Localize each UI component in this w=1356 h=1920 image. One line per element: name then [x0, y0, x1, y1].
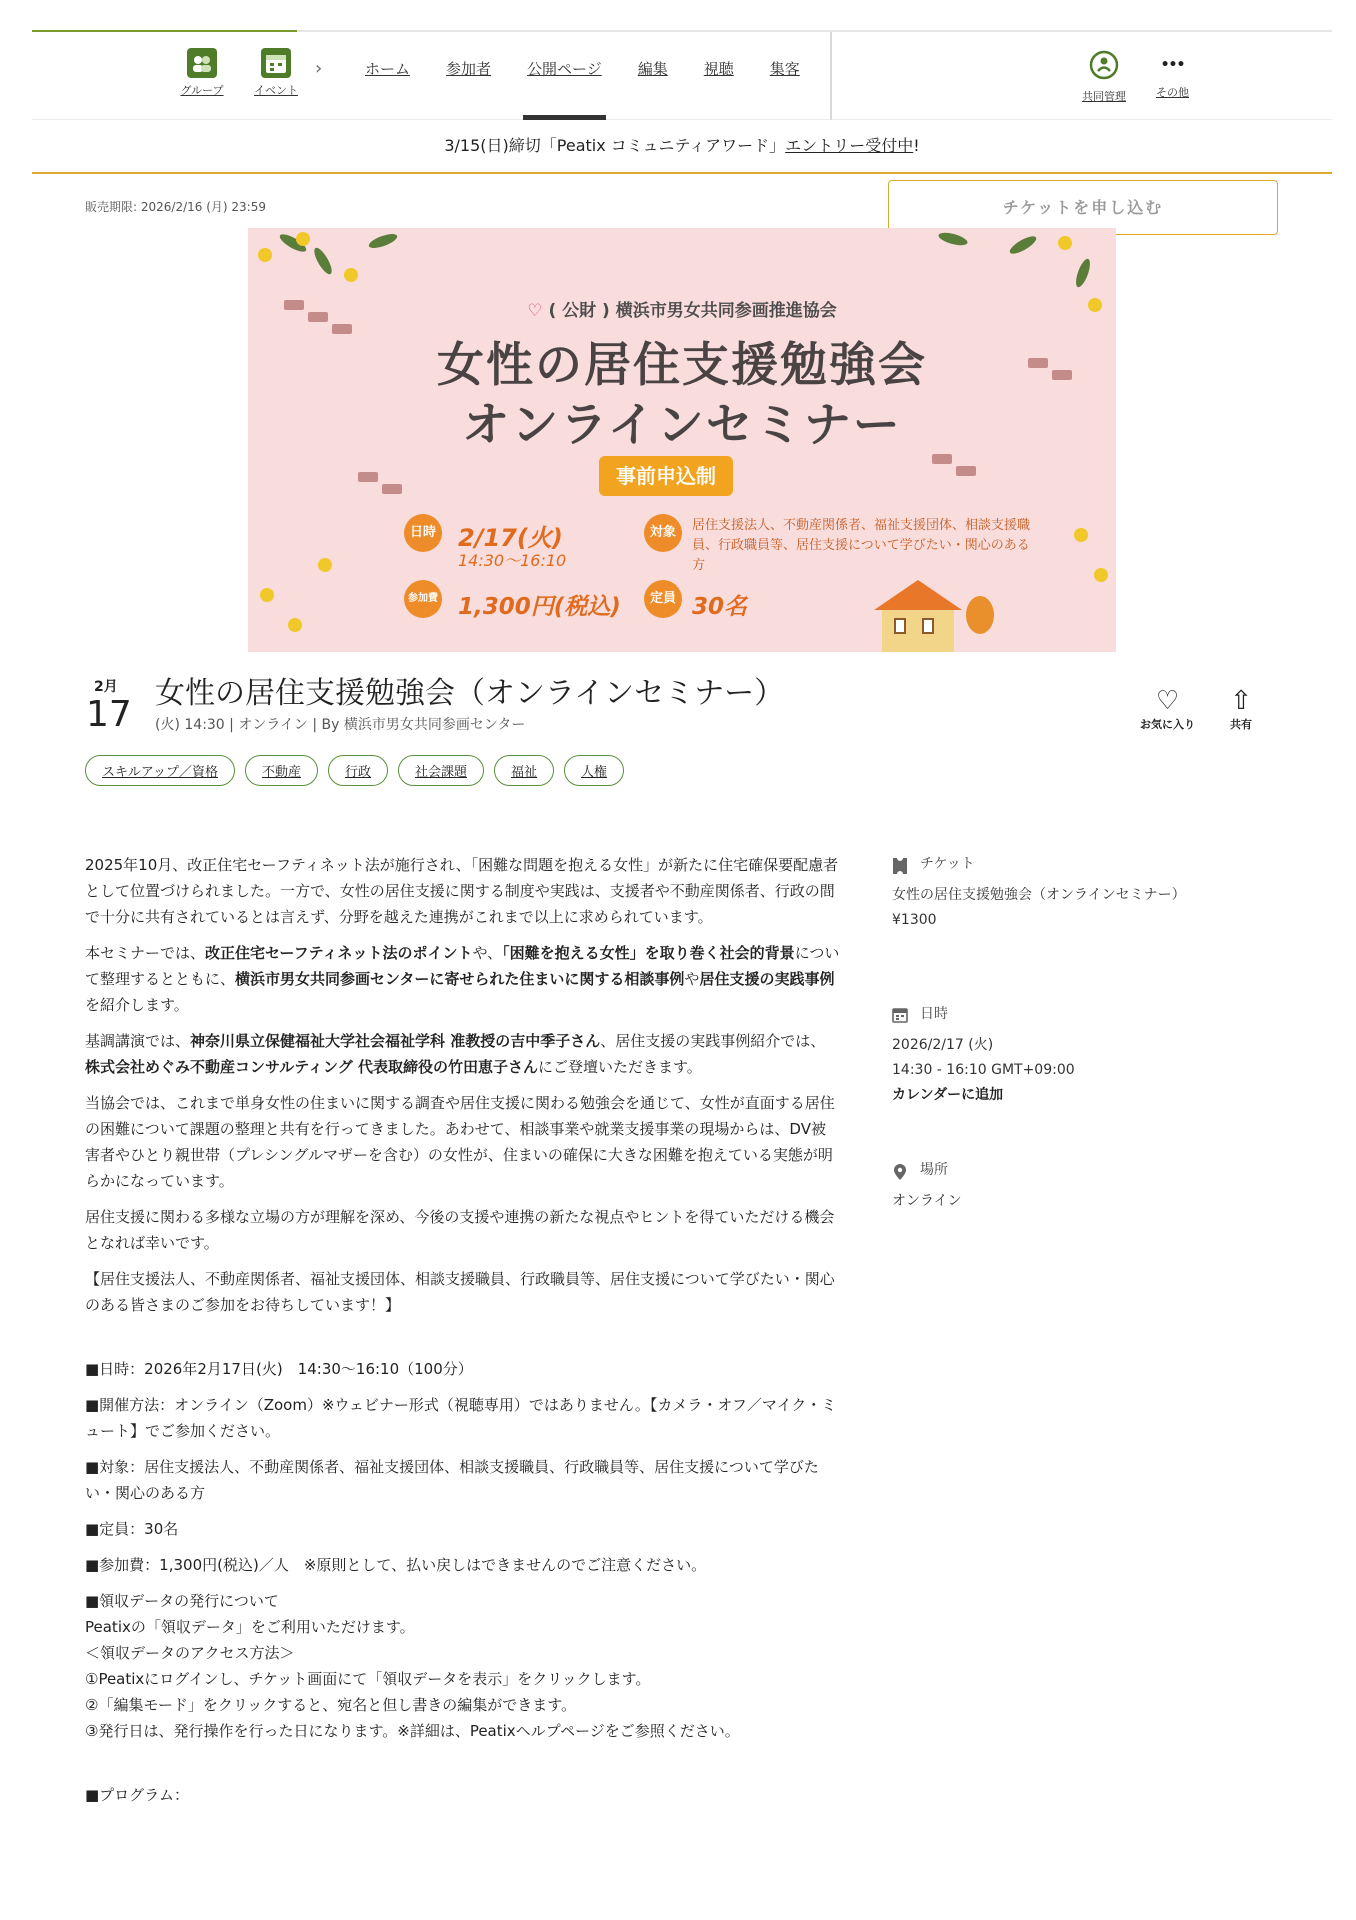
- event-nav-button[interactable]: [246, 48, 306, 98]
- more-label: その他: [1156, 86, 1189, 99]
- more-button[interactable]: [1156, 50, 1189, 100]
- tree-illustration: [966, 596, 994, 634]
- co-manage-button[interactable]: [1082, 50, 1126, 104]
- calendar-icon: [261, 48, 291, 78]
- brick-decoration: [358, 472, 378, 482]
- chevron-right-icon: ›: [315, 58, 323, 79]
- event-nav-label: イベント: [254, 84, 298, 97]
- sidebar-ticket-head: [892, 852, 1232, 877]
- mimosa-decoration: [344, 268, 358, 282]
- program-heading: ■プログラム：: [85, 1786, 190, 1804]
- event-title: 女性の居住支援勉強会（オンラインセミナー）: [155, 676, 785, 711]
- ticket-head-label: チケット: [920, 856, 975, 872]
- info-capacity: ■定員：30名: [85, 1520, 179, 1538]
- tag-skillup[interactable]: スキルアップ／資格: [85, 755, 235, 786]
- sidebar-datetime: [892, 1002, 1232, 1108]
- sidebar-place: [892, 1158, 1232, 1214]
- location-pin-icon: [892, 1163, 908, 1179]
- receipt-title: ■領収データの発行について: [85, 1592, 279, 1610]
- heart-icon: ♡: [527, 301, 543, 321]
- banner-capacity: 30名: [692, 594, 748, 620]
- desc-paragraph: 基調講演では、神奈川県立保健福祉大学社会福祉学科 准教授の吉中季子さん、居住支援の実践事例紹介では、株式会社めぐみ不動産コンサルティング 代表取締役の竹田恵子さんにご登壇いただきます。: [85, 1032, 826, 1076]
- announcement-text: 3/15(日)締切「Peatix コミュニティアワード」: [444, 136, 786, 155]
- banner-time: 14:30〜16:10: [458, 551, 567, 570]
- leaf-decoration: [1008, 233, 1039, 257]
- nav-divider: [830, 32, 832, 120]
- announcement-link[interactable]: エントリー受付中: [785, 136, 914, 155]
- ticket-price: ¥1300: [892, 912, 937, 928]
- desc-paragraph: 当協会では、これまで単身女性の住まいに関する調査や居住支援に関わる勉強会を通じて、女性が直面する居住の困難について課題の整理と共有を行ってきました。あわせて、相談事業や就業支援事業の現場からは、DV被害者やひとり親世帯（プレシングルマザーを含む）の女性が、住まいの確保に大きな困難を抱えている実態が明らかになっています。: [85, 1094, 835, 1190]
- time-line: 14:30 - 16:10 GMT+09:00: [892, 1062, 1075, 1078]
- sidebar-ticket: [892, 852, 1232, 933]
- place-value: オンライン: [892, 1193, 962, 1209]
- desc-paragraph: 2025年10月、改正住宅セーフティネット法が施行され、「困難な問題を抱える女性」が新たに住宅確保要配慮者として位置づけられました。一方で、女性の居住支援に関する制度や実践は、支援者や不動産関係者、行政の間で十分に共有されているとは言えず、分野を越えた連携がこれまで以上に求められています。: [85, 856, 839, 926]
- announcement-bar: [32, 120, 1332, 174]
- tag-welfare[interactable]: 福祉: [494, 755, 554, 786]
- brick-decoration: [382, 484, 402, 494]
- info-method: ■開催方法：オンライン（Zoom）※ウェビナー形式（視聴専用）ではありません。【カメラ・オフ／マイク・ミュート】でご参加ください。: [85, 1396, 837, 1440]
- share-button[interactable]: [1230, 686, 1252, 732]
- apply-ticket-button[interactable]: チケットを申し込む: [888, 180, 1278, 235]
- spacer: [85, 1328, 840, 1356]
- tag-human-rights[interactable]: 人権: [564, 755, 624, 786]
- desc-paragraph: 【居住支援法人、不動産関係者、福祉支援団体、相談支援職員、行政職員等、居住支援について学びたい・関心のある皆さまのご参加をお待ちしています！】: [85, 1270, 835, 1314]
- banner-org-text: ( 公財 ) 横浜市男女共同参画推進協会: [548, 301, 837, 321]
- receipt-line: Peatixの「領収データ」をご利用いただけます。: [85, 1618, 415, 1636]
- mimosa-decoration: [296, 232, 310, 246]
- date-head-label: 日時: [920, 1006, 948, 1022]
- receipt-line: ＜領収データのアクセス方法＞: [85, 1644, 295, 1662]
- leaf-decoration: [367, 231, 399, 251]
- tab-edit[interactable]: 編集: [637, 60, 668, 78]
- share-icon: ⇧: [1230, 686, 1252, 716]
- banner-title-line1: 女性の居住支援勉強会: [437, 338, 927, 393]
- spacer: [85, 1744, 840, 1782]
- ticket-icon: [892, 857, 908, 873]
- desc-paragraph: 居住支援に関わる多様な立場の方が理解を深め、今後の支援や連携の新たな視点やヒントを得ていただける機会となれば幸いです。: [85, 1208, 835, 1252]
- event-banner-image: [248, 228, 1116, 652]
- house-illustration: [874, 580, 962, 610]
- tag-list: [85, 755, 624, 786]
- banner-capacity-badge: 定員: [644, 580, 682, 618]
- mimosa-decoration: [318, 558, 332, 572]
- leaf-decoration: [937, 230, 969, 247]
- leaf-decoration: [311, 246, 335, 277]
- banner-target: 居住支援法人、不動産関係者、福祉支援団体、相談支援職員、行政職員等、居住支援について学びたい・関心のある方: [692, 518, 1031, 573]
- ticket-name: 女性の居住支援勉強会（オンラインセミナー）: [892, 887, 1186, 903]
- date-line: 2026/2/17 (火): [892, 1037, 994, 1053]
- banner-fee-badge: 参加費: [404, 580, 442, 618]
- banner-organization: [248, 296, 1116, 321]
- mimosa-decoration: [1074, 528, 1088, 542]
- tab-promotion[interactable]: 集客: [769, 60, 800, 78]
- leaf-decoration: [1073, 257, 1093, 289]
- share-label: 共有: [1230, 718, 1252, 731]
- tag-administration[interactable]: 行政: [328, 755, 388, 786]
- banner-target-badge: 対象: [644, 514, 682, 552]
- co-manage-icon: [1089, 50, 1119, 80]
- sale-deadline: 販売期限: 2026/2/16 (月) 23:59: [85, 200, 266, 214]
- banner-date-badge: 日時: [404, 514, 442, 552]
- place-head-label: 場所: [920, 1162, 948, 1178]
- calendar-icon: [892, 1007, 908, 1023]
- desc-paragraph: 本セミナーでは、改正住宅セーフティネット法のポイントや、「困難を抱える女性」を取り巻く社会的背景について整理するとともに、横浜市男女共同参画センターに寄せられた住まいに関する相談事例や居住支援の実践事例を紹介します。: [85, 944, 840, 1014]
- event-month: 2月: [94, 679, 118, 695]
- brick-decoration: [932, 454, 952, 464]
- tab-viewing[interactable]: 視聴: [703, 60, 734, 78]
- receipt-line: ①Peatixにログインし、チケット画面にて「領収データを表示」をクリックします。: [85, 1670, 651, 1688]
- favorite-label: お気に入り: [1140, 718, 1195, 731]
- tag-social-issues[interactable]: 社会課題: [398, 755, 484, 786]
- tab-public-page[interactable]: 公開ページ: [509, 32, 620, 120]
- add-to-calendar-link[interactable]: カレンダーに追加: [892, 1087, 1004, 1103]
- heart-icon: ♡: [1155, 686, 1180, 716]
- group-nav-button[interactable]: [172, 48, 232, 98]
- info-date: ■日時：2026年2月17日(火) 14:30〜16:10（100分）: [85, 1360, 473, 1378]
- brick-decoration: [956, 466, 976, 476]
- banner-title-line2: オンラインセミナー: [462, 398, 902, 453]
- mimosa-decoration: [258, 248, 272, 262]
- receipt-line: ③発行日は、発行操作を行った日になります。※詳細は、Peatixヘルプページをご参照ください。: [85, 1722, 740, 1740]
- event-description: [85, 852, 840, 1818]
- receipt-line: ②「編集モード」をクリックすると、宛名と但し書きの編集ができます。: [85, 1696, 577, 1714]
- event-meta: (火) 14:30 | オンライン | By 横浜市男女共同参画センター: [155, 717, 526, 733]
- co-manage-label: 共同管理: [1082, 90, 1126, 103]
- mimosa-decoration: [1058, 236, 1072, 250]
- mimosa-decoration: [288, 618, 302, 632]
- event-day: 17: [86, 694, 132, 735]
- tab-home[interactable]: ホーム: [365, 60, 411, 78]
- banner-fee: 1,300円(税込): [458, 594, 621, 620]
- top-nav: [32, 32, 1332, 120]
- group-nav-label: グループ: [180, 84, 224, 97]
- favorite-button[interactable]: [1140, 686, 1195, 732]
- mimosa-decoration: [1094, 568, 1108, 582]
- info-fee: ■参加費：1,300円(税込)／人 ※原則として、払い戻しはできませんのでご注意ください。: [85, 1556, 707, 1574]
- house-window: [922, 618, 934, 634]
- tab-attendees[interactable]: 参加者: [446, 60, 492, 78]
- mimosa-decoration: [260, 588, 274, 602]
- house-window: [894, 618, 906, 634]
- info-target: ■対象：居住支援法人、不動産関係者、福祉支援団体、相談支援職員、行政職員等、居住支援について学びたい・関心のある方: [85, 1458, 819, 1502]
- banner-preregistration-badge: 事前申込制: [599, 456, 733, 496]
- announcement-suffix: !: [913, 136, 920, 155]
- group-icon: [187, 48, 217, 78]
- tag-real-estate[interactable]: 不動産: [245, 755, 318, 786]
- sidebar-place-head: [892, 1158, 1232, 1183]
- more-icon: •••: [1160, 57, 1185, 73]
- event-tabs: [347, 32, 818, 120]
- house-body: [882, 610, 954, 652]
- sidebar-date-head: [892, 1002, 1232, 1027]
- banner-date: 2/17(火): [458, 524, 563, 552]
